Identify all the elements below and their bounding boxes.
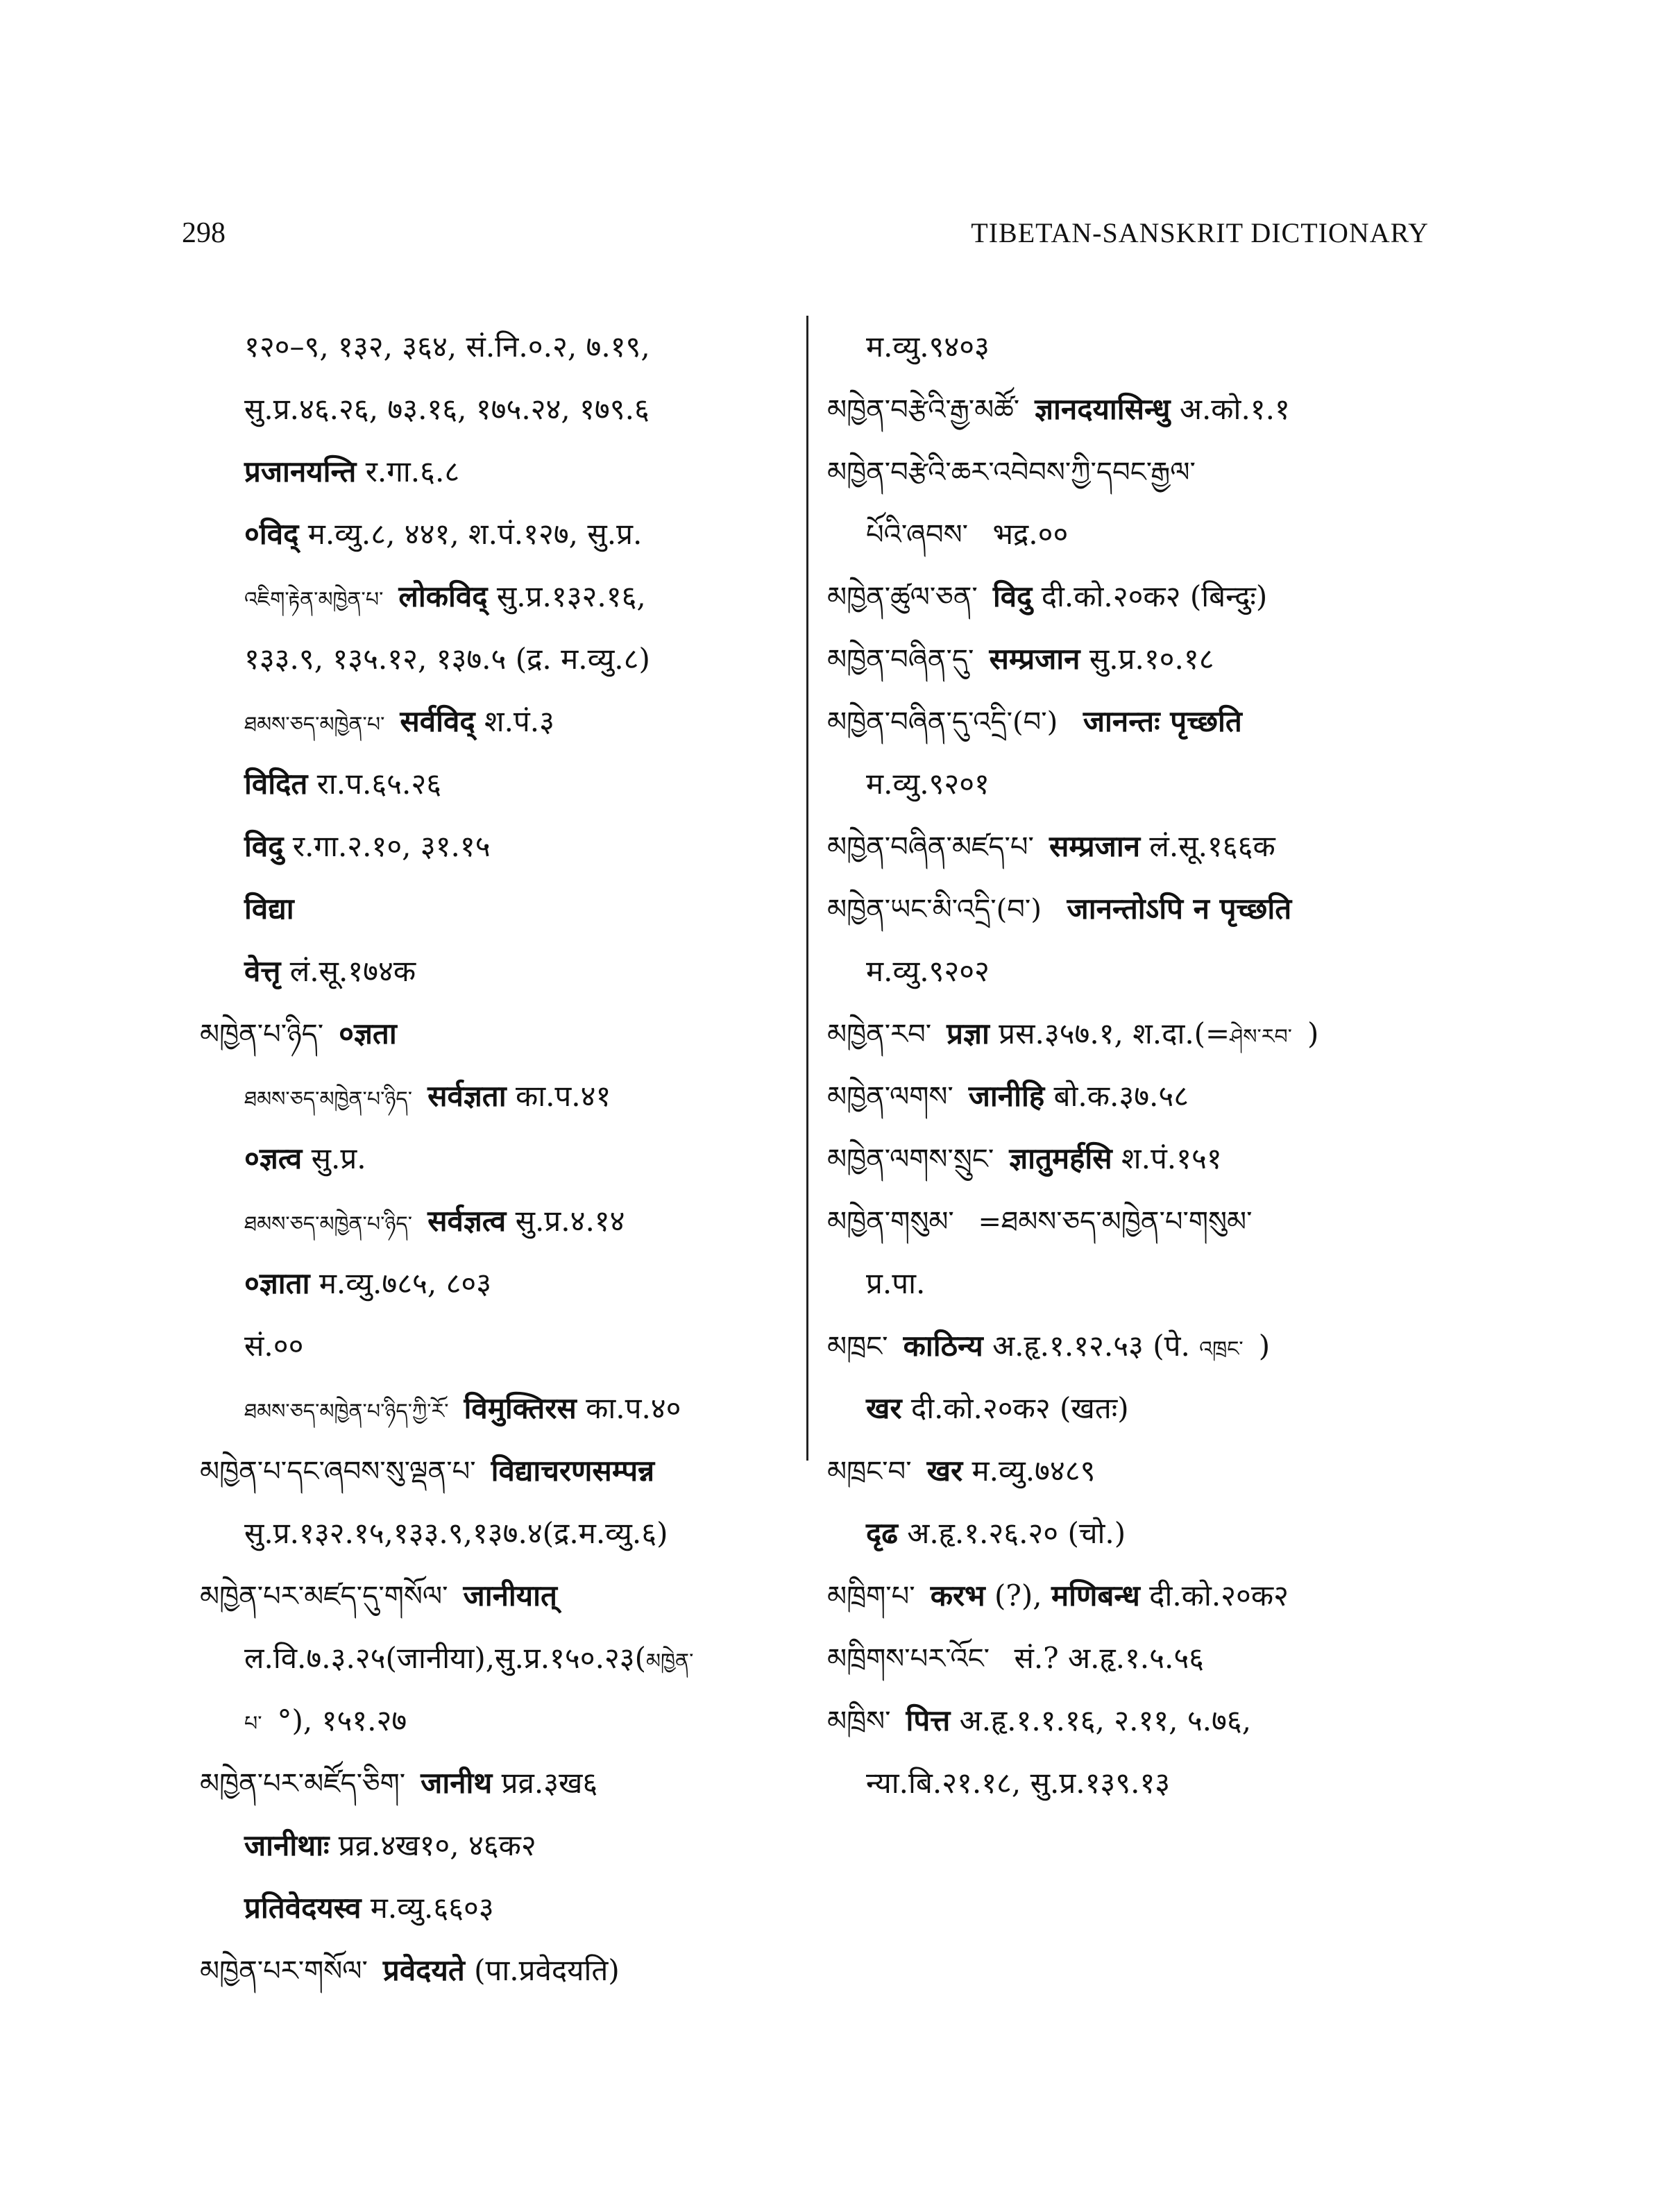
reference-text: म.व्यु.८, ४४१, श.पं.१२७, सु.प्र. bbox=[298, 517, 643, 551]
dictionary-line bbox=[200, 565, 797, 628]
dictionary-line bbox=[200, 1690, 797, 1752]
sanskrit-headword: प्रजानयन्ति bbox=[244, 454, 357, 488]
sanskrit-headword: सम्प्रजान bbox=[989, 642, 1080, 676]
reference-text: प्रव्र.३ख६ bbox=[492, 1766, 598, 1800]
dictionary-line bbox=[200, 815, 797, 878]
sanskrit-headword: खर bbox=[926, 1454, 963, 1488]
dictionary-line bbox=[200, 1939, 797, 2002]
sanskrit-headword: विदु bbox=[992, 579, 1033, 613]
reference-text: दी.को.२०क२ bbox=[1139, 1579, 1289, 1613]
reference-text: म.व्यु.६६०३ bbox=[361, 1891, 494, 1925]
sanskrit-headword: जानीथ bbox=[421, 1766, 493, 1800]
sanskrit-headword: ०ज्ञता bbox=[339, 1016, 397, 1050]
sanskrit-headword: दृढ bbox=[866, 1516, 898, 1550]
sanskrit-headword: विद्याचरणसम्पन्न bbox=[491, 1454, 655, 1488]
dictionary-line bbox=[827, 565, 1438, 628]
sanskrit-headword: वेत्तृ bbox=[244, 954, 281, 988]
reference-text: सु.प्र.१०.१८ bbox=[1080, 642, 1214, 676]
tibetan-headword: མཁྲང་བ་ bbox=[827, 1456, 912, 1488]
reference-text: म.व्यु.७४८९ bbox=[962, 1454, 1096, 1488]
sanskrit-headword: काठिन्य bbox=[903, 1329, 983, 1363]
reference-text: अ.हृ.१.१.१६, २.११, ५.७६, bbox=[950, 1703, 1252, 1737]
dictionary-line bbox=[827, 1377, 1438, 1440]
dictionary-line bbox=[200, 878, 797, 940]
reference-text: °), १५१.२७ bbox=[277, 1703, 407, 1737]
dictionary-line bbox=[827, 1565, 1438, 1627]
left-column bbox=[200, 316, 797, 2002]
sanskrit-headword: पित्त bbox=[906, 1703, 951, 1737]
tibetan-headword: མཁྱེན་རབ་ bbox=[827, 1019, 932, 1050]
reference-text: भद्र.०० bbox=[983, 517, 1069, 551]
dictionary-line bbox=[200, 690, 797, 753]
tibetan-headword: མཁྱེན་བརྩེའི་ཆར་འབེབས་ཀྱི་དབང་རྒྱལ་ bbox=[827, 457, 1196, 488]
dictionary-line bbox=[827, 1190, 1438, 1252]
tibetan-headword: མཁྱེན་ཚུལ་ཅན་ bbox=[827, 581, 978, 613]
sanskrit-headword: विदु bbox=[244, 829, 284, 863]
reference-text: र.गा.६.८ bbox=[356, 454, 460, 488]
dictionary-line bbox=[827, 1065, 1438, 1128]
dictionary-line bbox=[827, 441, 1438, 503]
dictionary-line bbox=[200, 1440, 797, 1502]
dictionary-line bbox=[200, 1877, 797, 1939]
sanskrit-headword: करभ bbox=[930, 1579, 985, 1613]
reference-text: (?), bbox=[985, 1579, 1051, 1613]
sanskrit-headword: प्रज्ञा bbox=[947, 1016, 990, 1050]
tibetan-headword: མཁྱེན་བཞིན་དུ་འདྲི་(བ་) bbox=[827, 706, 1058, 738]
dictionary-line bbox=[200, 1627, 797, 1690]
sanskrit-headword: जानीयात् bbox=[463, 1579, 557, 1613]
reference-text: श.पं.१५१ bbox=[1112, 1141, 1222, 1175]
reference-text: सु.प्र.१३२.१६, bbox=[487, 579, 646, 613]
sanskrit-headword: सम्प्रजान bbox=[1049, 829, 1141, 863]
reference-text: सु.प्र.४६.२६, ७३.१६, १७५.२४, १७९.६ bbox=[244, 392, 650, 426]
dictionary-line bbox=[200, 1814, 797, 1877]
reference-text: म.व्यु.९२०१ bbox=[866, 767, 990, 801]
dictionary-line bbox=[200, 503, 797, 565]
sanskrit-headword: ०ज्ञाता bbox=[244, 1266, 310, 1300]
reference-text: १३३.९, १३५.१२, १३७.५ (द्र. म.व्यु.८) bbox=[244, 642, 650, 676]
dictionary-line bbox=[200, 1752, 797, 1814]
reference-text: १२०–९, १३२, ३६४, सं.नि.०.२, ७.१९, bbox=[244, 330, 650, 364]
reference-text: न्या.बि.२१.१८, सु.प्र.१३९.१३ bbox=[866, 1766, 1171, 1800]
sanskrit-headword: विदित bbox=[244, 767, 308, 801]
tibetan-headword: མཁྲང་ bbox=[827, 1331, 888, 1363]
sanskrit-headword: जानीथाः bbox=[244, 1828, 330, 1862]
reference-text: ) bbox=[1307, 1016, 1319, 1050]
reference-text: अ.को.१.१ bbox=[1170, 392, 1290, 426]
tibetan-subentry: ཐམས་ཅད་མཁྱེན་པ་ཉིད་ bbox=[244, 1212, 413, 1236]
dictionary-line bbox=[200, 1315, 797, 1377]
dictionary-line bbox=[827, 378, 1438, 441]
reference-text: श.पं.३ bbox=[475, 704, 554, 738]
tibetan-subentry: མཁྱེན་ bbox=[646, 1649, 694, 1674]
tibetan-subentry: ཐམས་ཅད་མཁྱེན་པ་ཉིད་ཀྱི་རོ་ bbox=[244, 1399, 449, 1424]
dictionary-line bbox=[827, 815, 1438, 878]
tibetan-headword: མཁྱེན་བརྩེའི་རྒྱ་མཚོ་ bbox=[827, 394, 1020, 426]
dictionary-line bbox=[827, 690, 1438, 753]
tibetan-headword: མཁྱེན་པ་དང་ཞབས་སུ་ལྡན་པ་ bbox=[200, 1456, 476, 1488]
reference-text: सु.प्र.१३२.१५,१३३.९,१३७.४(द्र.म.व्यु.६) bbox=[244, 1516, 668, 1550]
sanskrit-headword: खर bbox=[866, 1391, 902, 1425]
sanskrit-headword: ०विद् bbox=[244, 517, 299, 551]
dictionary-line bbox=[827, 1752, 1438, 1814]
tibetan-subentry: པ་ bbox=[244, 1712, 262, 1736]
dictionary-line bbox=[827, 628, 1438, 690]
tibetan-headword: མཁྱེན་གསུམ་ bbox=[827, 1206, 954, 1238]
dictionary-line bbox=[200, 1065, 797, 1128]
column-divider bbox=[806, 316, 808, 1461]
tibetan-subentry: འཁྲང་ bbox=[1199, 1337, 1244, 1361]
reference-text: दी.को.२०क२ (खतः) bbox=[901, 1391, 1129, 1425]
page-number: 298 bbox=[182, 217, 226, 249]
reference-text: सु.प्र.४.१४ bbox=[506, 1204, 625, 1238]
sanskrit-headword: सर्वज्ञत्व bbox=[427, 1204, 507, 1238]
reference-text: म.व्यु.७८५, ८०३ bbox=[309, 1266, 492, 1300]
reference-text: ल.वि.७.३.२५(जानीया),सु.प्र.१५०.२३( bbox=[244, 1641, 646, 1675]
tibetan-subentry: ཐམས་ཅད་མཁྱེན་པ་ཉིད་ bbox=[244, 1087, 413, 1112]
dictionary-line bbox=[200, 753, 797, 815]
dictionary-line bbox=[827, 878, 1438, 940]
reference-text: अ.हृ.१.१२.५३ (पे. bbox=[983, 1329, 1200, 1363]
sanskrit-headword: ज्ञातुमर्हसि bbox=[1009, 1141, 1112, 1175]
tibetan-headword: མཁྱེན་ལགས་སྲུང་ bbox=[827, 1143, 994, 1175]
tibetan-headword: མཁྲིགས་པར་འོང་ bbox=[827, 1643, 990, 1675]
dictionary-line bbox=[827, 1440, 1438, 1502]
sanskrit-headword: ०ज्ञत्व bbox=[244, 1141, 303, 1175]
reference-text: प्रस.३५७.१, श.दा.(= bbox=[989, 1016, 1230, 1050]
dictionary-line bbox=[200, 1565, 797, 1627]
reference-text: लं.सू.१७४क bbox=[280, 954, 416, 988]
sanskrit-headword: जानन्तः पृच्छति bbox=[1073, 704, 1242, 738]
right-column bbox=[827, 316, 1438, 1814]
sanskrit-headword: सर्वविद् bbox=[400, 704, 475, 738]
dictionary-line bbox=[200, 378, 797, 441]
tibetan-headword: མཁྱེན་བཞིན་དུ་ bbox=[827, 644, 974, 676]
reference-text: लं.सू.१६६क bbox=[1140, 829, 1275, 863]
sanskrit-headword: जानीहि bbox=[968, 1079, 1045, 1113]
tibetan-headword: མཁྱེན་ལགས་ bbox=[827, 1081, 953, 1113]
reference-text: म.व्यु.९४०३ bbox=[866, 330, 990, 364]
reference-text: का.प.४० bbox=[576, 1391, 681, 1425]
tibetan-headword: མཁྲིག་པ་ bbox=[827, 1581, 915, 1613]
sanskrit-headword: विद्या bbox=[244, 892, 294, 926]
tibetan-headword: མཁྱེན་པར་གསོལ་ bbox=[200, 1955, 368, 1987]
reference-text: अ.हृ.१.२६.२० (चो.) bbox=[897, 1516, 1126, 1550]
tibetan-headword: པོའི་ཞབས་ bbox=[866, 519, 969, 551]
reference-text: रा.प.६५.२६ bbox=[307, 767, 442, 801]
reference-text: (पा.प्रवेदयति) bbox=[464, 1953, 620, 1987]
tibetan-subentry: ཐམས་ཅད་མཁྱེན་པ་ bbox=[244, 713, 385, 737]
reference-text: र.गा.२.१०, ३१.१५ bbox=[283, 829, 491, 863]
sanskrit-headword: विमुक्तिरस bbox=[464, 1391, 577, 1425]
dictionary-line bbox=[200, 628, 797, 690]
dictionary-line bbox=[827, 1690, 1438, 1752]
tibetan-headword: མཁྱེན་པ་ཉིད་ bbox=[200, 1019, 324, 1050]
reference-text: दी.को.२०क२ (बिन्दुः) bbox=[1032, 579, 1268, 613]
reference-text: सु.प्र. bbox=[302, 1141, 366, 1175]
sanskrit-headword: प्रतिवेदयस्व bbox=[244, 1891, 362, 1925]
dictionary-line bbox=[827, 1128, 1438, 1190]
tibetan-subentry: འཇིག་རྟེན་མཁྱེན་པ་ bbox=[244, 588, 384, 612]
reference-text: प्रव्र.४ख१०, ४६क२ bbox=[329, 1828, 536, 1862]
dictionary-line bbox=[827, 940, 1438, 1003]
reference-text: म.व्यु.९२०२ bbox=[866, 954, 990, 988]
sanskrit-headword: ज्ञानदयासिन्धु bbox=[1035, 392, 1171, 426]
dictionary-line bbox=[827, 1003, 1438, 1065]
reference-text: सं.०० bbox=[244, 1329, 304, 1363]
tibetan-headword: མཁྲིས་ bbox=[827, 1705, 891, 1737]
dictionary-line bbox=[200, 441, 797, 503]
reference-text: प्र.पा. bbox=[866, 1266, 926, 1300]
tibetan-headword: མཁྱེན་པར་མཛད་དུ་གསོལ་ bbox=[200, 1581, 448, 1613]
reference-text: सं.? अ.हृ.१.५.५६ bbox=[1005, 1641, 1205, 1675]
dictionary-line bbox=[200, 940, 797, 1003]
dictionary-line bbox=[827, 503, 1438, 565]
dictionary-line bbox=[200, 1128, 797, 1190]
tibetan-headword: མཁྱེན་པར་མཛོད་ཅིག་ bbox=[200, 1768, 406, 1800]
dictionary-line bbox=[827, 1252, 1438, 1315]
dictionary-line bbox=[200, 1003, 797, 1065]
dictionary-line bbox=[200, 1377, 797, 1440]
sanskrit-headword: प्रवेदयते bbox=[382, 1953, 465, 1987]
dictionary-line bbox=[200, 1502, 797, 1565]
running-head: TIBETAN-SANSKRIT DICTIONARY bbox=[971, 217, 1429, 248]
sanskrit-headword: मणिबन्ध bbox=[1051, 1579, 1140, 1613]
tibetan-headword: མཁྱེན་བཞིན་མཛད་པ་ bbox=[827, 831, 1034, 863]
dictionary-line bbox=[200, 1190, 797, 1252]
dictionary-line bbox=[827, 316, 1438, 378]
tibetan-headword: =ཐམས་ཅད་མཁྱེན་པ་གསུམ་ bbox=[969, 1206, 1253, 1238]
dictionary-line bbox=[827, 753, 1438, 815]
sanskrit-headword: सर्वज्ञता bbox=[427, 1079, 507, 1113]
dictionary-line bbox=[200, 1252, 797, 1315]
dictionary-line bbox=[827, 1502, 1438, 1565]
reference-text: ) bbox=[1258, 1329, 1271, 1363]
tibetan-headword: མཁྱེན་ཡང་མི་འདྲི་(བ་) bbox=[827, 894, 1042, 926]
sanskrit-headword: लोकविद् bbox=[398, 579, 488, 613]
sanskrit-headword: जानन्तोऽपि न पृच्छति bbox=[1056, 892, 1292, 926]
tibetan-subentry: ཤེས་རབ་ bbox=[1230, 1025, 1292, 1049]
dictionary-line bbox=[200, 316, 797, 378]
dictionary-line bbox=[827, 1627, 1438, 1690]
dictionary-line bbox=[827, 1315, 1438, 1377]
reference-text: का.प.४१ bbox=[506, 1079, 611, 1113]
reference-text: बो.क.३७.५८ bbox=[1044, 1079, 1189, 1113]
